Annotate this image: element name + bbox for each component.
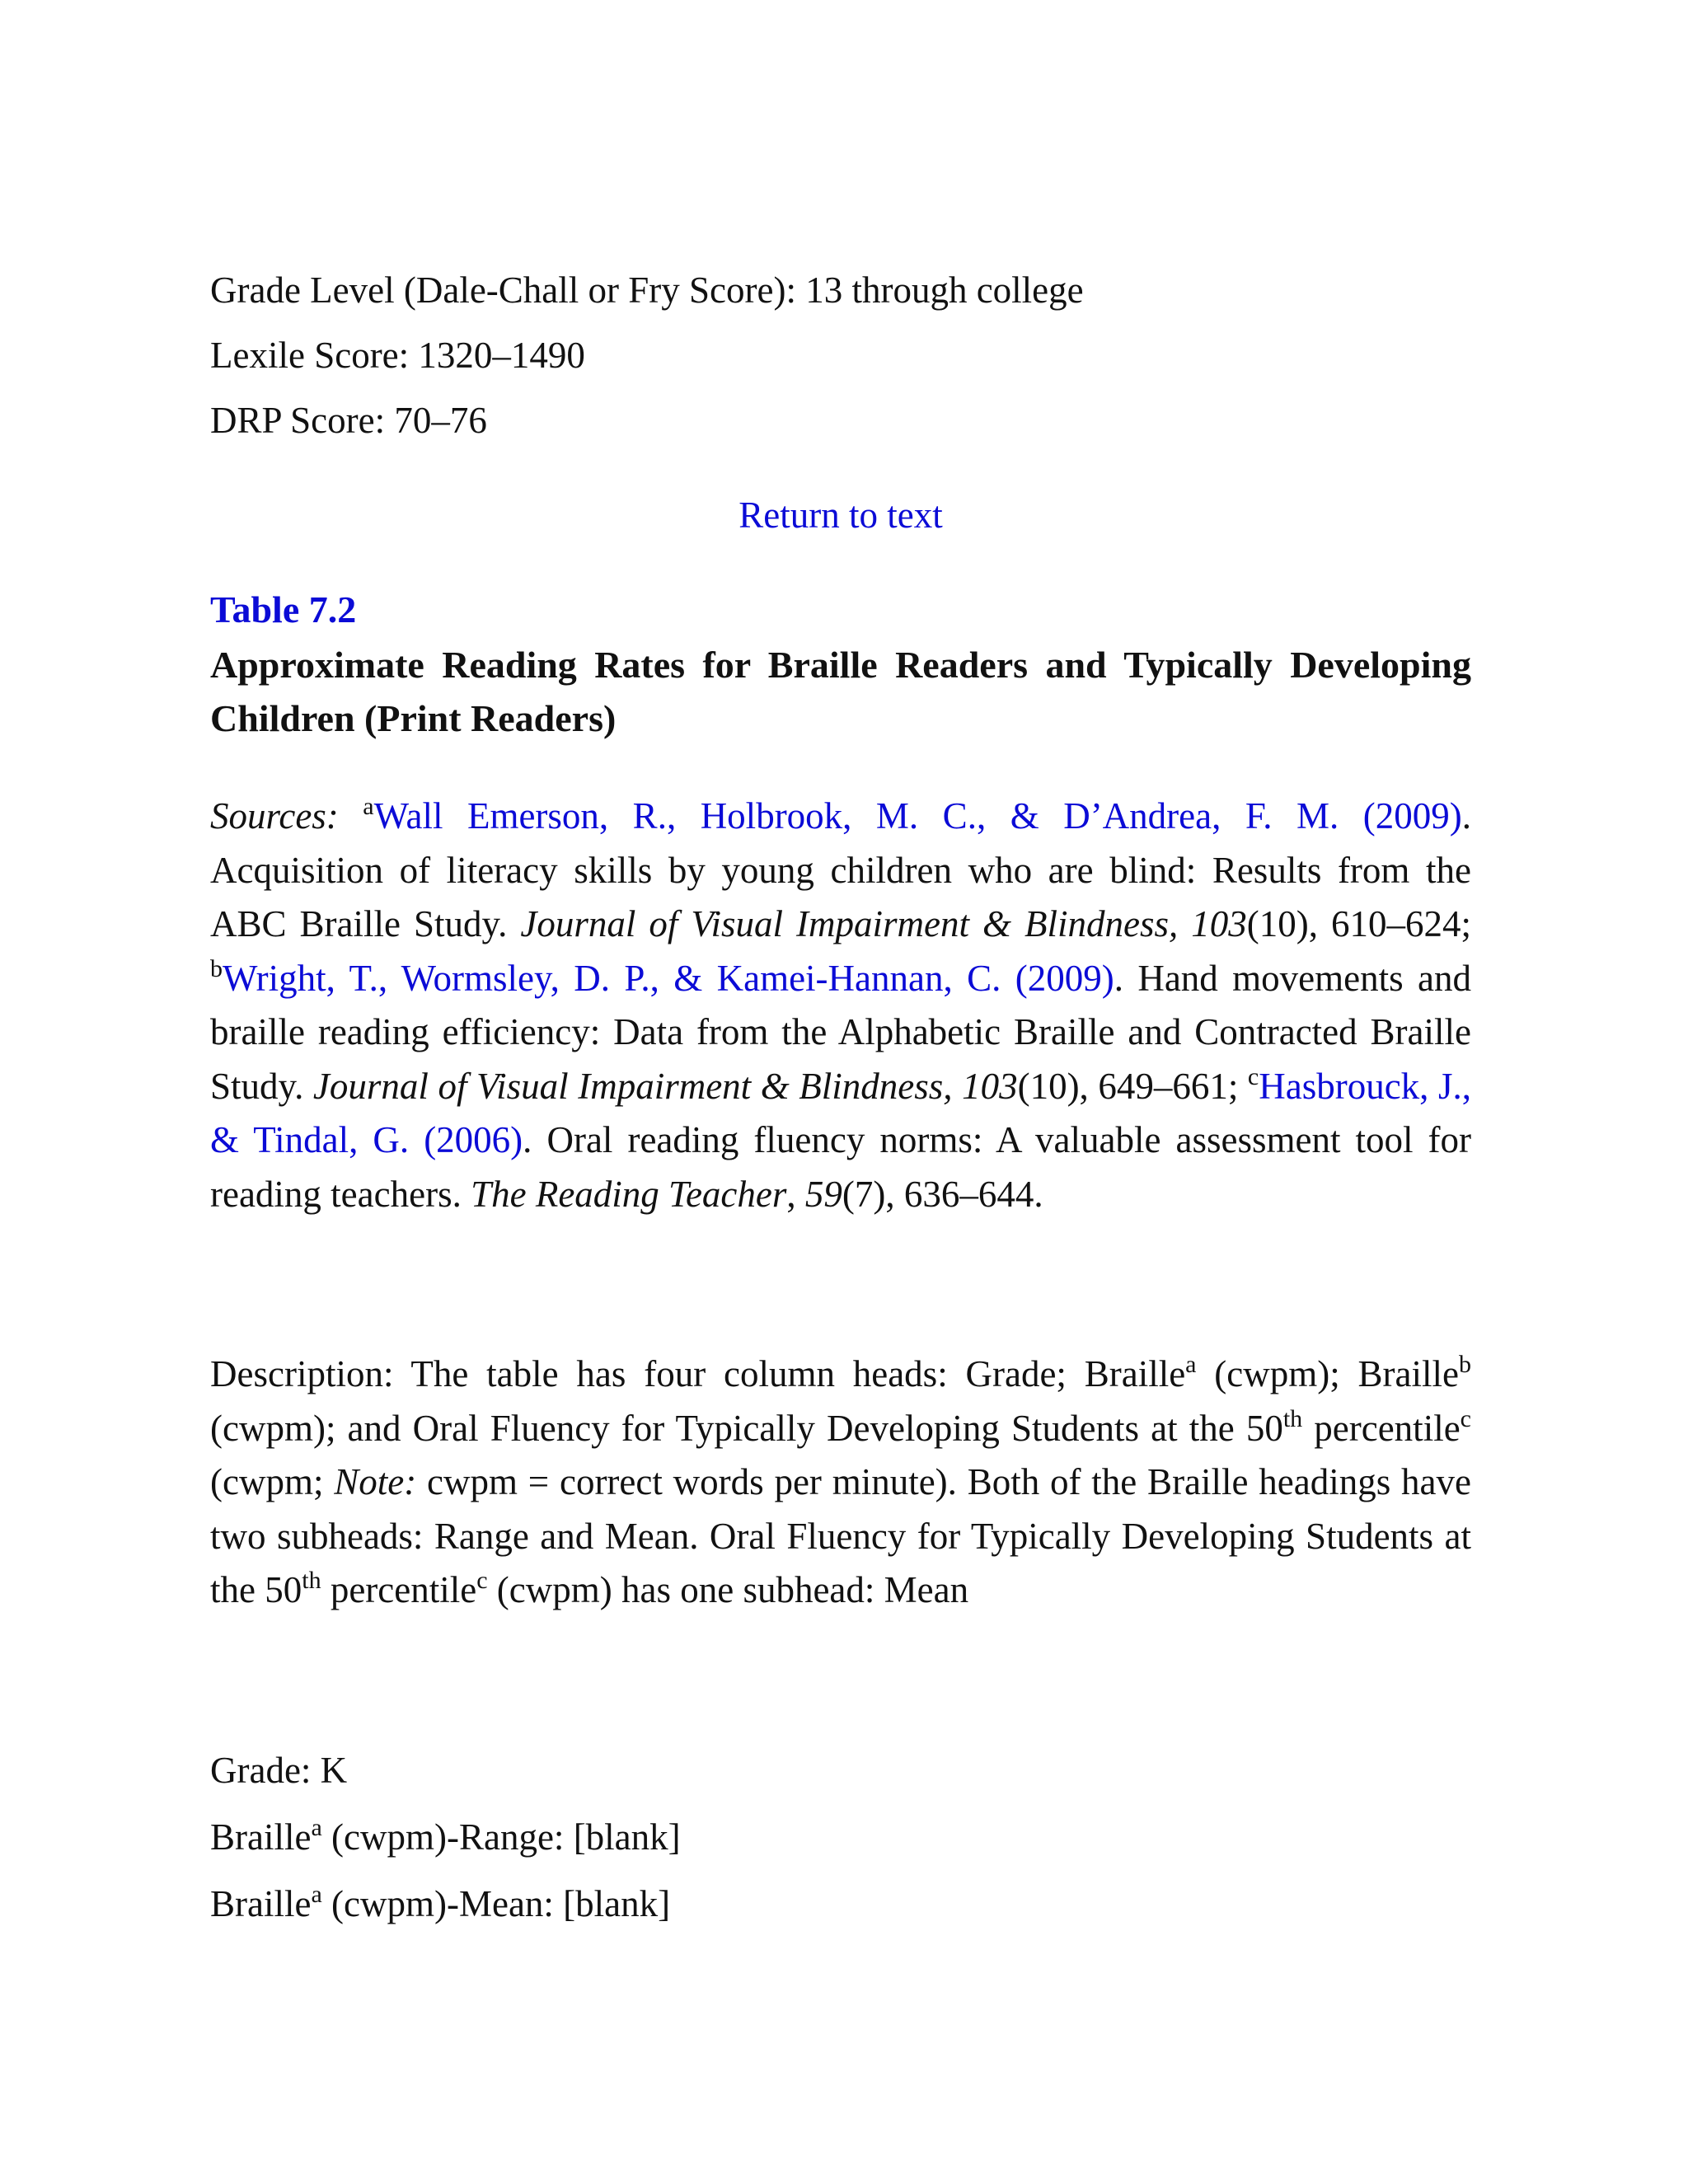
lexile-score-line: Lexile Score: 1320–1490 — [210, 335, 585, 376]
description-part-6: cwpm = correct words per minute). Both of the Braille headings have two subheads: Range and Mean. Oral Fluency for Typically Developing Students at the 50 — [210, 1461, 1471, 1610]
sources-label: Sources: — [210, 795, 339, 837]
description-part-5: (cwpm; — [210, 1461, 335, 1502]
superscript-c: c — [1460, 1404, 1471, 1432]
ref-c-text: . Oral reading fluency norms: A valuable assessment tool for reading teachers. — [210, 1119, 1472, 1215]
ref-b-text: . Hand movements and braille reading efficiency: Data from the Alphabetic Braille and Contracted Braille Study. — [210, 957, 1471, 1107]
braille-mean-prefix: Braille — [210, 1883, 312, 1924]
description-part-4: percentile — [1302, 1407, 1461, 1449]
ref-b-marker: b — [210, 954, 223, 982]
ref-c-journal: The Reading Teacher — [471, 1173, 787, 1215]
ref-a-marker: a — [363, 793, 374, 820]
braille-mean-field — [210, 1882, 670, 1926]
ref-c-volume: 59 — [804, 1173, 842, 1215]
ref-b-pages: (10), 649–661; — [1017, 1065, 1248, 1107]
ref-b-link[interactable]: Wright, T., Wormsley, D. P., & Kamei-Hannan, C. (2009) — [223, 957, 1114, 999]
braille-mean-suffix: (cwpm)-Mean: [blank] — [321, 1883, 671, 1924]
drp-score-line: DRP Score: 70–76 — [210, 400, 487, 441]
superscript-a: a — [311, 1881, 322, 1908]
sources-paragraph — [210, 790, 1471, 1221]
superscript-b: b — [1458, 1351, 1471, 1378]
ref-a-link[interactable]: Wall Emerson, R., Holbrook, M. C., & D’Andrea, F. M. (2009) — [373, 795, 1462, 837]
ref-a-text: . Acquisition of literacy skills by young children who are blind: Results from the ABC Braille Study. — [210, 795, 1472, 944]
superscript-a: a — [1185, 1351, 1197, 1378]
ref-c-pages: (7), 636–644. — [842, 1173, 1043, 1215]
return-to-text-row — [210, 493, 1471, 537]
ref-c-link[interactable]: Hasbrouck, J., & Tindal, G. (2006) — [210, 1065, 1471, 1160]
braille-range-field — [210, 1815, 681, 1859]
ref-c-marker: c — [1247, 1062, 1259, 1090]
ref-b-journal: Journal of Visual Impairment & Blindness, 103 — [312, 1065, 1018, 1107]
table-title: Approximate Reading Rates for Braille Readers and Typically Developing Children (Print Readers) — [210, 644, 1471, 739]
table-label: Table 7.2 — [210, 588, 357, 630]
description-part-8: (cwpm) has one subhead: Mean — [487, 1569, 969, 1610]
note-label: Note: — [334, 1461, 417, 1502]
ref-a-pages: (10), 610–624; — [1246, 903, 1471, 944]
grade-field: Grade: K — [210, 1750, 348, 1791]
ref-a-journal: Journal of Visual Impairment & Blindness, 103 — [520, 903, 1247, 944]
description-part-1: Description: The table has four column heads: Grade; Braille — [210, 1353, 1186, 1394]
return-to-text-link[interactable]: Return to text — [738, 494, 943, 536]
braille-range-suffix: (cwpm)-Range: [blank] — [321, 1816, 681, 1858]
description-part-2: (cwpm); Braille — [1196, 1353, 1459, 1394]
description-paragraph — [210, 1347, 1471, 1618]
description-part-3: (cwpm); and Oral Fluency for Typically Developing Students at the 50 — [210, 1407, 1283, 1449]
description-part-7: percentile — [321, 1569, 477, 1610]
superscript-a: a — [311, 1814, 322, 1841]
braille-range-prefix: Braille — [210, 1816, 312, 1858]
superscript-th: th — [302, 1567, 321, 1594]
ref-c-sep: , — [786, 1173, 805, 1215]
superscript-c: c — [476, 1567, 488, 1594]
superscript-th: th — [1282, 1404, 1303, 1432]
grade-level-line: Grade Level (Dale-Chall or Fry Score): 13 through college — [210, 269, 1084, 311]
